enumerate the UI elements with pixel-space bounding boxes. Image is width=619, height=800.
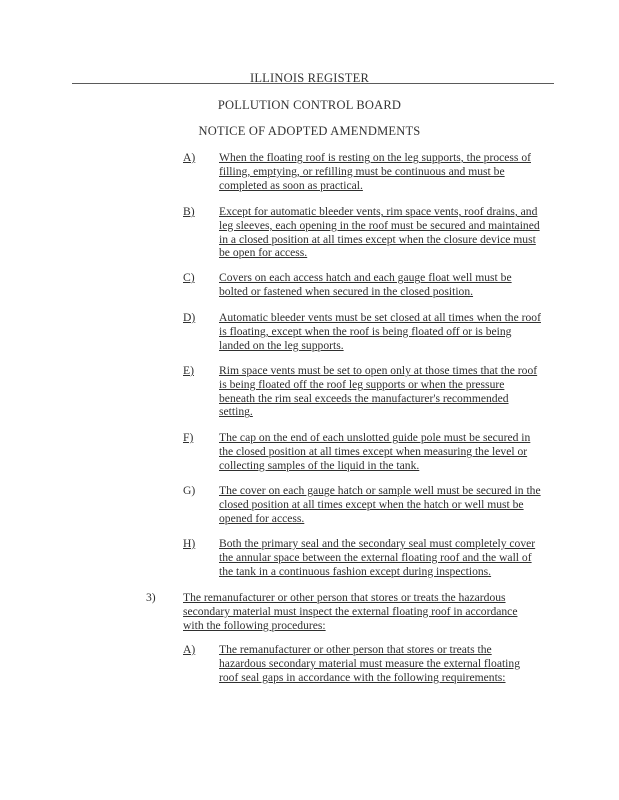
item-text: The cover on each gauge hatch or sample well must be secured in the closed position at all times except when the hatch or well must be opened for access. (219, 484, 541, 525)
item-text: The cap on the end of each unslotted guide pole must be secured in the closed position at all times except when measuring the level or collecting samples of the liquid in the tank. (219, 431, 531, 472)
register-title: ILLINOIS REGISTER (249, 71, 369, 85)
notice-title: NOTICE OF ADOPTED AMENDMENTS (198, 124, 421, 138)
item-number: 3) (146, 591, 156, 604)
item-label: A) (183, 151, 196, 164)
item-label: H) (183, 537, 196, 550)
item-label: G) (183, 484, 196, 497)
item-text: When the floating roof is resting on the leg supports, the process of filling, emptying, or refilling must be continuous and must be completed as soon as practical. (219, 151, 531, 192)
item-text: Both the primary seal and the secondary seal must completely cover the annular space between the external floating roof and the wall of the tank in a continuous fashion except during inspections. (219, 537, 536, 578)
header-rule (72, 83, 554, 84)
item-label: E) (183, 364, 194, 377)
item-label: A) (183, 643, 196, 656)
item-label: D) (183, 311, 196, 324)
item-text: The remanufacturer or other person that stores or treats the hazardous secondary material must measure the external floating roof seal gaps in accordance with the following requirements: (219, 643, 520, 684)
item-text: The remanufacturer or other person that stores or treats the hazardous secondary material must inspect the external floating roof in accordance with the following procedures: (183, 591, 518, 632)
item-text: Except for automatic bleeder vents, rim space vents, roof drains, and leg sleeves, each opening in the roof must be secured and maintained in a closed position at all times except when the closure device must be open for access. (219, 205, 540, 260)
item-text: Covers on each access hatch and each gauge float well must be bolted or fastened when secured in the closed position. (219, 271, 512, 298)
item-label: F) (183, 431, 194, 444)
item-text: Automatic bleeder vents must be set closed at all times when the roof is floating, except when the roof is being floated off or is being landed on the leg supports. (219, 311, 541, 352)
item-text: Rim space vents must be set to open only at those times that the roof is being floated off the roof leg supports or when the pressure beneath the rim seal exceeds the manufacturer's recommended setting. (219, 364, 538, 419)
board-title: POLLUTION CONTROL BOARD (217, 98, 402, 112)
item-label: B) (183, 205, 195, 218)
item-label: C) (183, 271, 195, 284)
